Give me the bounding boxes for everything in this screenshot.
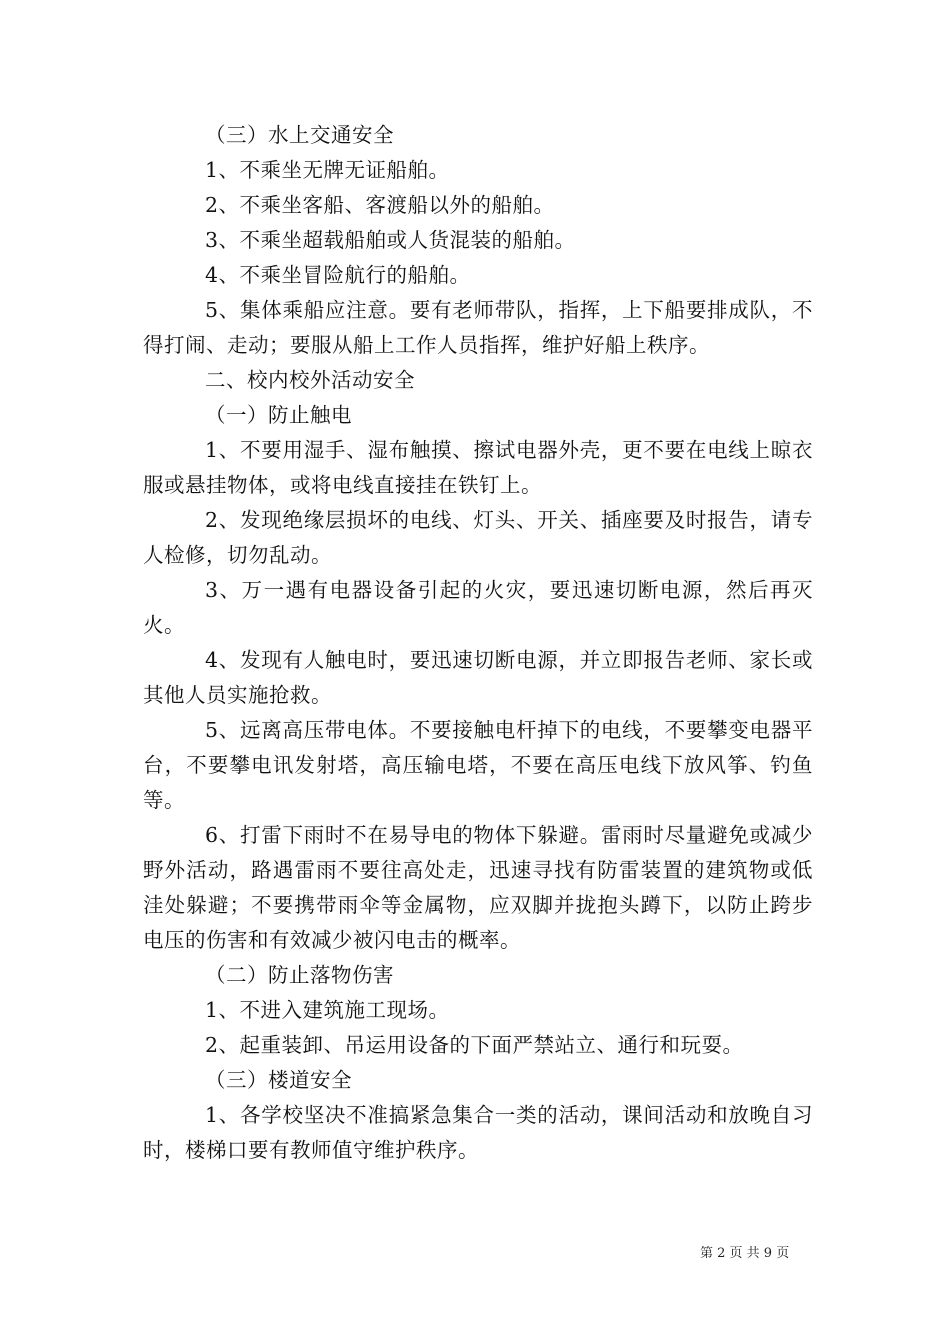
section-heading-water-traffic: （三）水上交通安全 <box>205 123 394 147</box>
paragraph: 2、发现绝缘层损坏的电线、灯头、开关、插座要及时报告，请专人检修，切勿乱动。 <box>143 508 813 567</box>
paragraph: 6、打雷下雨时不在易导电的物体下躲避。雷雨时尽量避免或减少野外活动，路遇雷雨不要往高处走，迅速寻找有防雷装置的建筑物或低洼处躲避；不要携带雨伞等金属物，应双脚并拢抱头蹲下，以防止跨步电压的伤害和有效减少被闪电击的概率。 <box>143 823 813 952</box>
page-number-footer: 第 2 页 共 9 页 <box>700 1246 790 1261</box>
paragraph: 5、集体乘船应注意。要有老师带队，指挥，上下船要排成队，不得打闹、走动；要服从船上工作人员指挥，维护好船上秩序。 <box>143 298 813 357</box>
section-heading-campus-activities: 二、校内校外活动安全 <box>205 368 415 392</box>
paragraph: 2、不乘坐客船、客渡船以外的船舶。 <box>205 193 555 217</box>
paragraph: 1、不要用湿手、湿布触摸、擦试电器外壳，更不要在电线上晾衣服或悬挂物体，或将电线直接挂在铁钉上。 <box>143 438 813 497</box>
section-heading-electric-shock: （一）防止触电 <box>205 403 352 427</box>
document-body <box>143 118 813 1168</box>
paragraph: 1、不乘坐无牌无证船舶。 <box>205 158 450 182</box>
paragraph: 2、起重装卸、吊运用设备的下面严禁站立、通行和玩耍。 <box>205 1033 744 1057</box>
paragraph: 4、发现有人触电时，要迅速切断电源，并立即报告老师、家长或其他人员实施抢救。 <box>143 648 813 707</box>
paragraph: 3、不乘坐超载船舶或人货混装的船舶。 <box>205 228 576 252</box>
paragraph: 1、不进入建筑施工现场。 <box>205 998 450 1022</box>
paragraph: 4、不乘坐冒险航行的船舶。 <box>205 263 471 287</box>
paragraph: 5、远离高压带电体。不要接触电杆掉下的电线，不要攀变电器平台，不要攀电讯发射塔，高压输电塔，不要在高压电线下放风筝、钓鱼等。 <box>143 718 813 812</box>
paragraph: 1、各学校坚决不准搞紧急集合一类的活动，课间活动和放晚自习时，楼梯口要有教师值守维护秩序。 <box>143 1103 813 1162</box>
paragraph: 3、万一遇有电器设备引起的火灾，要迅速切断电源，然后再灭火。 <box>143 578 813 637</box>
section-heading-stairway-safety: （三）楼道安全 <box>205 1068 352 1092</box>
section-heading-falling-objects: （二）防止落物伤害 <box>205 963 394 987</box>
